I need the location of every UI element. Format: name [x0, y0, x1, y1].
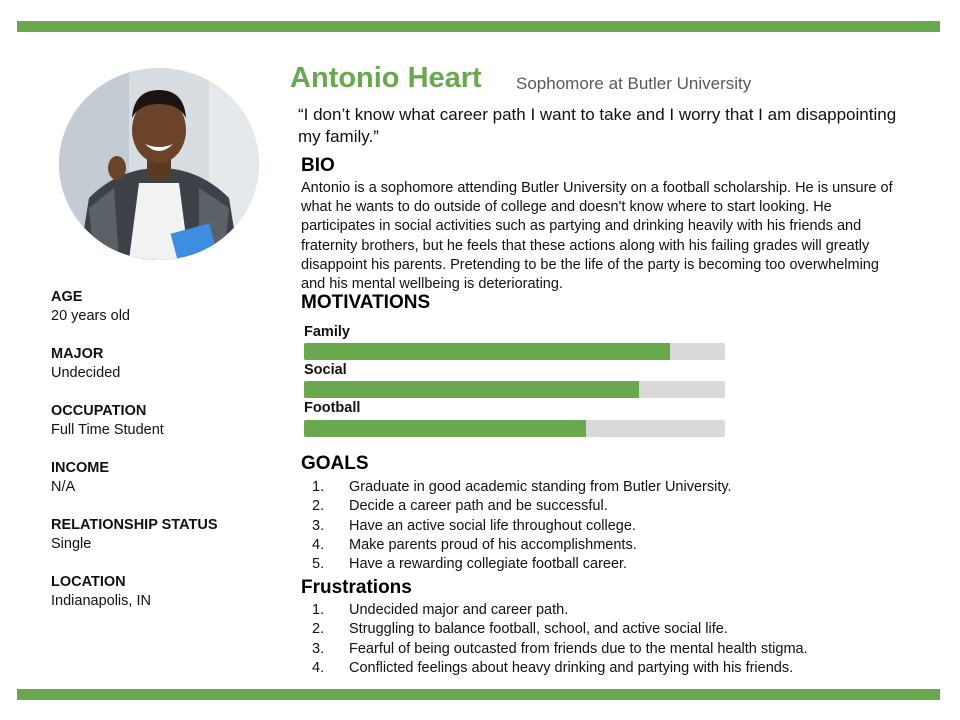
goals-list: [312, 478, 732, 574]
detail-value: N/A: [51, 479, 76, 495]
detail-occupation: [51, 402, 271, 440]
list-item: 1. Graduate in good academic standing from Butler University.: [312, 479, 732, 495]
detail-value: 20 years old: [51, 308, 130, 324]
detail-value: Full Time Student: [51, 422, 164, 438]
list-item: 1. Undecided major and career path.: [312, 602, 569, 618]
motivations-heading: MOTIVATIONS: [301, 292, 431, 313]
detail-label: RELATIONSHIP STATUS: [51, 517, 218, 533]
persona-name: Antonio Heart: [290, 62, 482, 94]
persona-subtitle: Sophomore at Butler University: [516, 74, 752, 93]
detail-label: OCCUPATION: [51, 403, 147, 419]
bottom-accent-bar: [17, 689, 940, 700]
list-item: 4. Make parents proud of his accomplishments.: [312, 536, 637, 553]
frustrations-heading: Frustrations: [301, 577, 412, 598]
motivation-fill-social: [304, 381, 639, 398]
list-item: 3. Have an active social life throughout college.: [312, 517, 636, 534]
detail-major: [51, 345, 271, 383]
motivation-bar-social: [304, 381, 725, 398]
detail-label: LOCATION: [51, 574, 126, 590]
motivation-bar-family: [304, 343, 725, 360]
profile-photo: [59, 68, 259, 260]
detail-label: INCOME: [51, 460, 109, 476]
list-item: 3. Fearful of being outcasted from friends due to the mental health stigma.: [312, 640, 808, 657]
bio-heading: BIO: [301, 155, 335, 176]
list-item: 2. Struggling to balance football, school, and active social life.: [312, 621, 728, 638]
persona-quote: “I don’t know what career path I want to take and I worry that I am disappointing my family.”: [298, 105, 897, 146]
bio-text: Antonio is a sophomore attending Butler University on a football scholarship. He is unsure of what he wants to do outside of college and doesn't know where to start looking. He participates in social activities such as partying and drinking heavily with his friends and fraternity brothers, but he feels that these actions along with his failing grades will greatly disappoint his parents. Pretending to be the life of the party is becoming too overwhelming and his mental wellbeing is deteriorating.: [301, 180, 893, 293]
detail-relationship-status: [51, 516, 271, 554]
detail-income: [51, 459, 271, 497]
motivation-fill-football: [304, 420, 586, 437]
detail-value: Undecided: [51, 365, 121, 381]
detail-label: AGE: [51, 289, 83, 305]
detail-value: Indianapolis, IN: [51, 593, 151, 609]
motivation-label-family: Family: [304, 324, 350, 340]
motivation-label-social: Social: [304, 362, 347, 378]
frustrations-list: [312, 601, 808, 678]
detail-label: MAJOR: [51, 346, 104, 362]
detail-age: [51, 288, 271, 326]
list-item: 4. Conflicted feelings about heavy drinking and partying with his friends.: [312, 659, 794, 676]
person-photo-icon: [59, 68, 259, 260]
goals-heading: GOALS: [301, 453, 369, 474]
top-accent-bar: [17, 21, 940, 32]
motivation-fill-family: [304, 343, 670, 360]
detail-location: [51, 573, 271, 611]
detail-value: Single: [51, 536, 92, 552]
motivation-label-football: Football: [304, 400, 361, 416]
list-item: 2. Decide a career path and be successful.: [312, 498, 608, 515]
list-item: 5. Have a rewarding collegiate football career.: [312, 556, 628, 573]
motivation-bar-football: [304, 420, 725, 437]
